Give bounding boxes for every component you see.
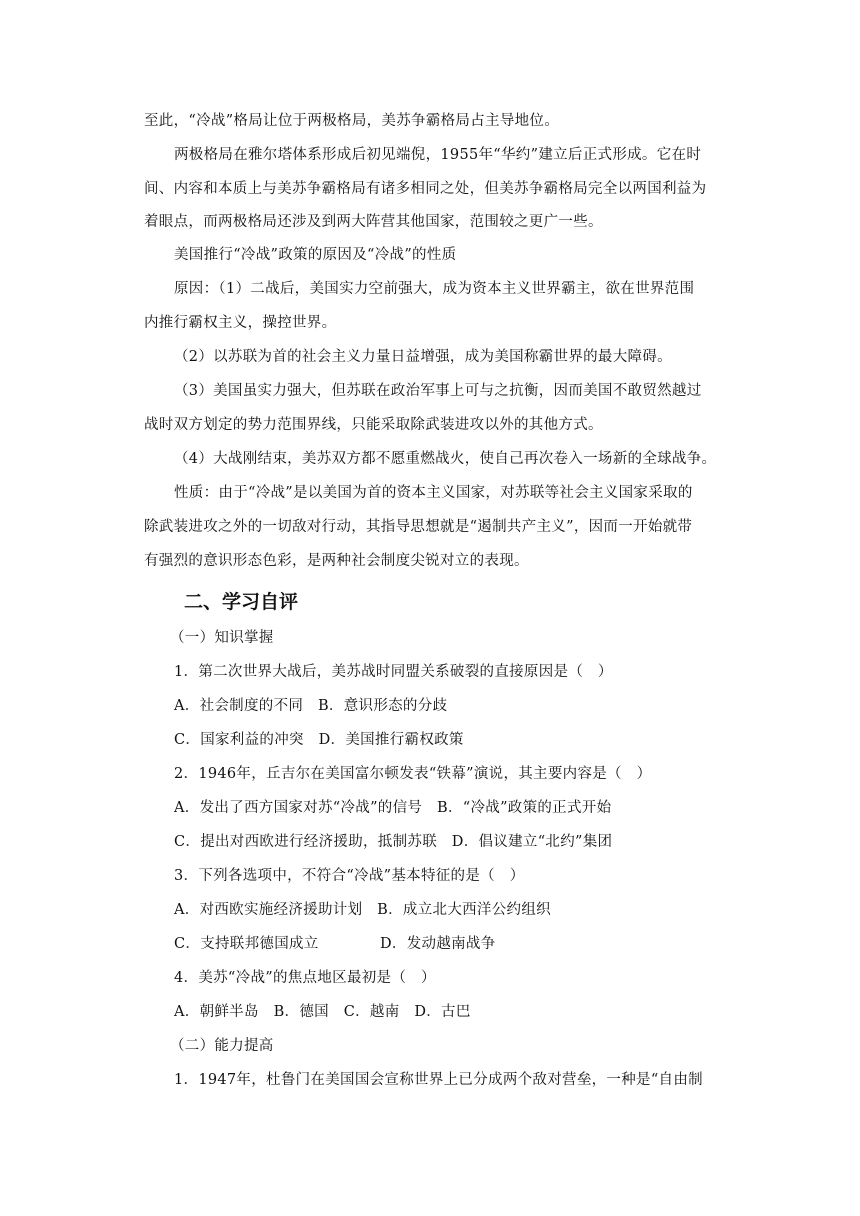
- paragraph-line: 着眼点，而两极格局还涉及到两大阵营其他国家，范围较之更广一些。: [144, 214, 603, 230]
- section-heading: 二、学习自评: [184, 591, 299, 613]
- question: 1．1947年，杜鲁门在美国国会宣称世界上已分成两个敌对营垒，一种是“自由制: [174, 1072, 703, 1088]
- question: 3．下列各选项中，不符合“冷战”基本特征的是（ ）: [174, 868, 525, 884]
- subsection-title: （一）知识掌握: [170, 630, 274, 646]
- paragraph-line: （4）大战刚结束，美苏双方都不愿重燃战火，使自己再次卷入一场新的全球战争。: [174, 451, 717, 467]
- paragraph-line: 战时双方划定的势力范围界线，只能采取除武装进攻以外的其他方式。: [144, 417, 603, 433]
- question-option-c: C．支持联邦德国成立: [174, 936, 319, 952]
- subsection-title: （二）能力提高: [170, 1038, 274, 1054]
- paragraph-line: 间、内容和本质上与美苏争霸格局有诸多相同之处，但美苏争霸格局完全以两国利益为: [144, 181, 707, 197]
- paragraph-line: 性质：由于“冷战”是以美国为首的资本主义国家，对苏联等社会主义国家采取的: [174, 485, 693, 501]
- question-options: A．社会制度的不同 B．意识形态的分歧: [174, 698, 448, 714]
- paragraph-line: 原因：（1）二战后，美国实力空前强大，成为资本主义世界霸主，欲在世界范围: [174, 281, 695, 297]
- paragraph-line: （3）美国虽实力强大，但苏联在政治军事上可与之抗衡，因而美国不敢贸然越过: [174, 383, 702, 399]
- question-options: A．朝鲜半岛 B．德国 C．越南 D．古巴: [174, 1004, 471, 1020]
- paragraph-line: 有强烈的意识形态色彩，是两种社会制度尖锐对立的表现。: [144, 553, 529, 569]
- question-options: A．对西欧实施经济援助计划 B．成立北大西洋公约组织: [174, 902, 551, 918]
- question: 4．美苏“冷战”的焦点地区最初是（ ）: [174, 970, 436, 986]
- question-options: C．国家利益的冲突 D．美国推行霸权政策: [174, 732, 464, 748]
- question: 2．1946年，丘吉尔在美国富尔顿发表“铁幕”演说，其主要内容是（ ）: [174, 766, 652, 782]
- question-options: C．提出对西欧进行经济援助，抵制苏联 D．倡议建立“北约”集团: [174, 834, 613, 850]
- question-options: A．发出了西方国家对苏“冷战”的信号 B．“冷战”政策的正式开始: [174, 800, 612, 816]
- paragraph-line: 内推行霸权主义，操控世界。: [144, 315, 337, 331]
- question: 1．第二次世界大战后，美苏战时同盟关系破裂的直接原因是（ ）: [174, 664, 613, 680]
- paragraph-line: 至此，“冷战”格局让位于两极格局，美苏争霸格局占主导地位。: [144, 113, 560, 129]
- question-option-d: D．发动越南战争: [380, 936, 496, 952]
- paragraph-line: （2）以苏联为首的社会主义力量日益增强，成为美国称霸世界的最大障碍。: [174, 349, 672, 365]
- paragraph-line: 两极格局在雅尔塔体系形成后初见端倪，1955年“华约”建立后正式形成。它在时: [174, 147, 702, 163]
- subtitle: 美国推行“冷战”政策的原因及“冷战”的性质: [174, 247, 457, 263]
- paragraph-line: 除武装进攻之外的一切敌对行动，其指导思想就是“遏制共产主义”，因而一开始就带: [144, 519, 693, 535]
